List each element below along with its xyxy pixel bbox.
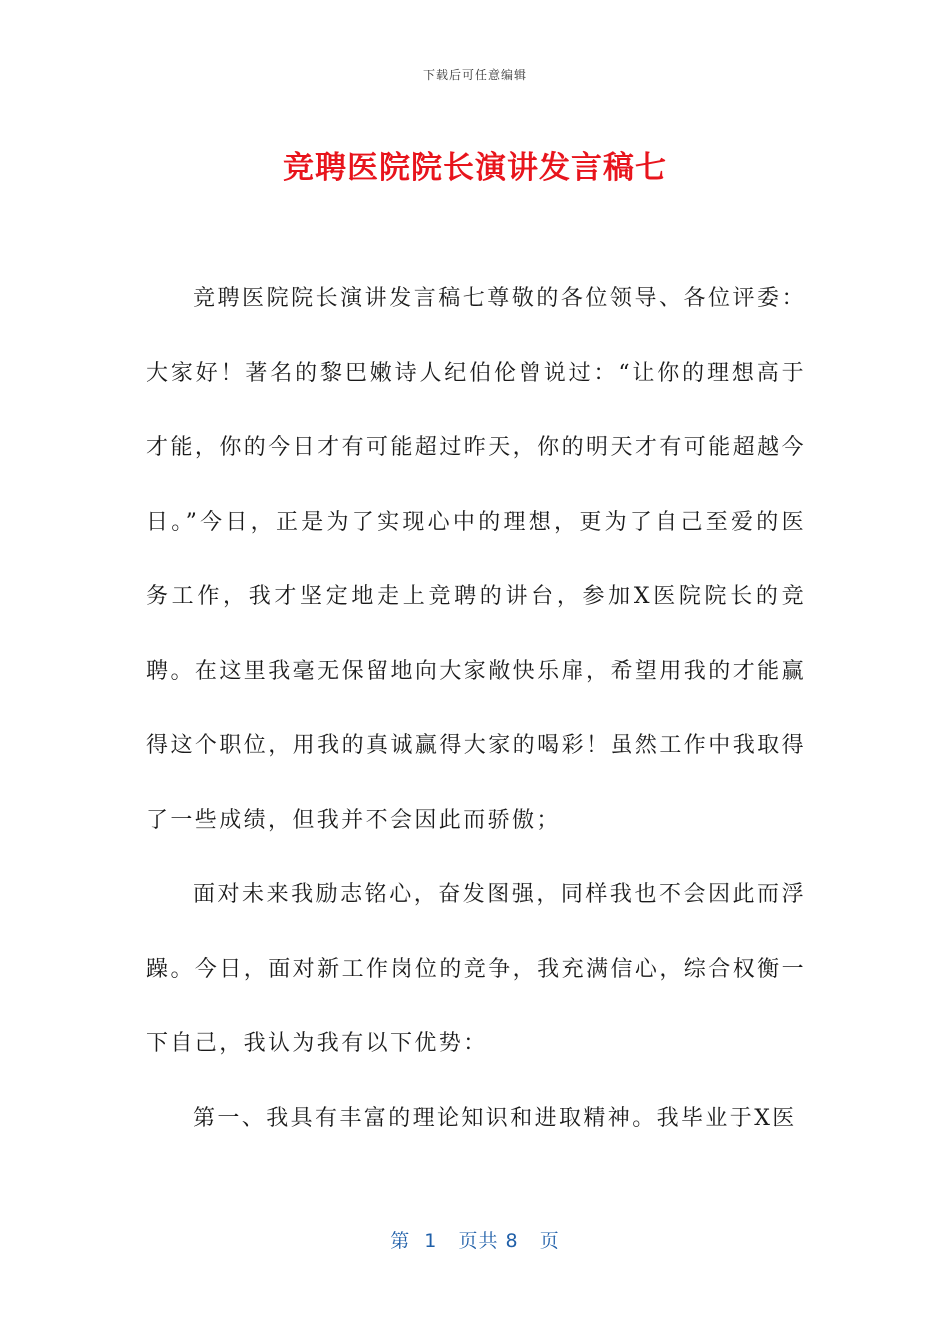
- header-note: 下载后可任意编辑: [422, 68, 527, 82]
- paragraph: 面对未来我励志铭心，奋发图强，同样我也不会因此而浮躁。今日，面对新工作岗位的竞争，我充满信心，综合权衡一下自己，我认为我有以下优势：: [146, 882, 806, 1056]
- document-body: [146, 262, 806, 1156]
- paragraph: 竞聘医院院长演讲发言稿七尊敬的各位领导、各位评委：大家好！著名的黎巴嫩诗人纪伯伦曾说过：“让你的理想高于才能，你的今日才有可能超过昨天，你的明天才有可能超越今日。”今日，正是为了实现心中的理想，更为了自己至爱的医务工作，我才坚定地走上竞聘的讲台，参加X医院院长的竞聘。在这里我毫无保留地向大家敞快乐扉，希望用我的才能赢得这个职位，用我的真诚赢得大家的喝彩！虽然工作中我取得了一些成绩，但我并不会因此而骄傲；: [146, 286, 806, 833]
- document-title: 竞聘医院院长演讲发言稿七: [283, 150, 667, 186]
- paragraph: 第一、我具有丰富的理论知识和进取精神。我毕业于X医: [193, 1105, 797, 1131]
- page-number-footer: 第 1 页共 8 页: [390, 1230, 560, 1252]
